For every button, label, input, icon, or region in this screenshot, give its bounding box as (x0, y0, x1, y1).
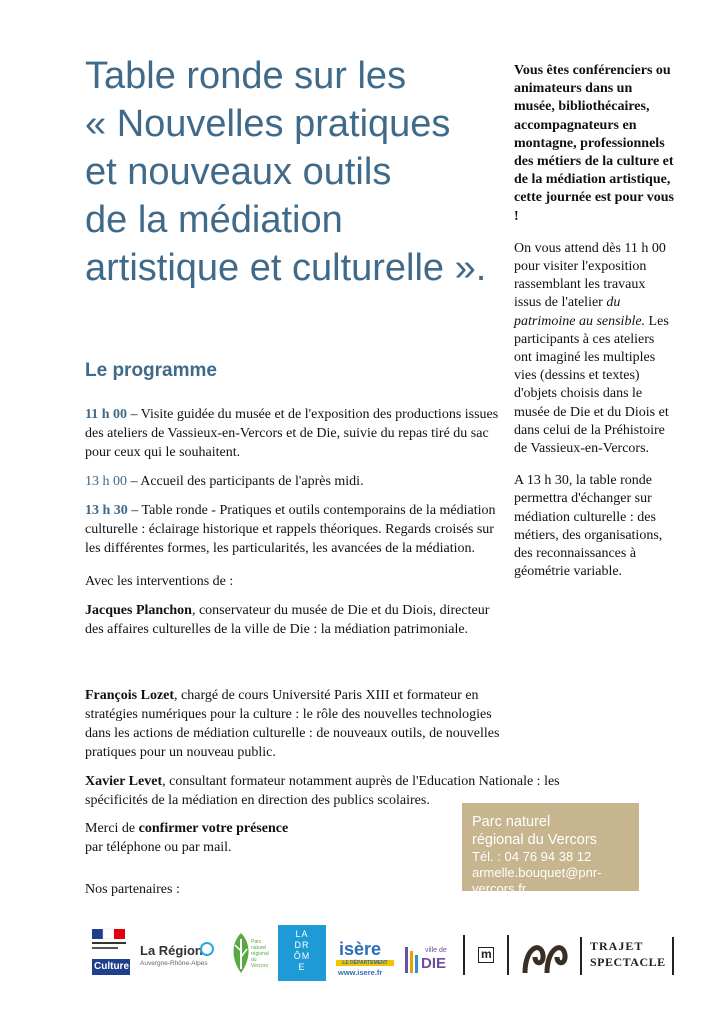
isere-url: www.isere.fr (338, 968, 383, 977)
contact-email[interactable]: armelle.bouquet@pnr-vercors.fr (472, 865, 602, 896)
confirm-bold: confirmer votre présence (138, 821, 289, 836)
m-logo (463, 925, 511, 981)
speaker-text: , chargé de cours Université Paris XIII et formateur en stratégies numériques pour la culture : le rôle des nouvelles technologies dans les actions de médiation culturelle : de nouveaux outils, de nouvelles pratiques pour un nouveau public. (85, 688, 500, 760)
title-line: « Nouvelles pratiques (85, 103, 451, 145)
region-subtitle: Auvergne-Rhône-Alpes (140, 960, 208, 967)
confirm-text: Merci de (85, 821, 139, 836)
m-text: m (481, 947, 492, 961)
interventions-intro: Avec les interventions de : (85, 574, 234, 589)
region-name: La Région (140, 943, 203, 958)
region-logo (140, 925, 225, 981)
schedule-item (85, 405, 505, 462)
isere-text: isère (339, 939, 382, 959)
die-stripes-icon (405, 947, 419, 973)
ville-die-logo (405, 925, 453, 981)
title-line: et nouveaux outils (85, 151, 392, 193)
partner-logos (85, 925, 680, 985)
contact-phone[interactable] (472, 849, 639, 865)
sidebar-paragraph: A 13 h 30, la table ronde permettra d'échanger sur médiation culturelle : des métiers, des organisations, des reconnaissances à géométrie variable. (514, 473, 663, 580)
schedule-item (85, 472, 505, 491)
speaker-entry (85, 686, 625, 762)
isere-dept: LE DÉPARTEMENT (336, 960, 394, 966)
title-line: de la médiation (85, 199, 343, 241)
schedule-time: 13 h 30 (85, 503, 128, 518)
parc-vercors-logo (225, 925, 269, 981)
programme-schedule (85, 405, 505, 649)
drome-text: LA DRÔME (293, 929, 311, 972)
speaker-entry (85, 601, 505, 639)
region-mark-icon (200, 942, 214, 956)
schedule-text: – Table ronde - Pratiques et outils contemporains de la médiation culturelle : éclairage historique et rappels théoriques. Regards croisés sur les différentes formes, les particularités, les avancées de la médiation. (85, 503, 496, 556)
speaker-name: Jacques Planchon (85, 603, 192, 618)
schedule-text: – Accueil des participants de l'après midi. (127, 474, 364, 489)
marianne-flag-icon (90, 925, 130, 981)
speaker-text: , conservateur du musée de Die et du Diois, directeur des affaires culturelles de la ville de Die : la médiation patrimoniale. (85, 603, 490, 637)
spectacle-text: SPECTACLE (590, 955, 666, 969)
schedule-text: – Visite guidée du musée et de l'exposition des productions issues des ateliers de Vassieux-en-Vercors et de Die, suivie du repas tiré du sac pour ceux qui le souhaitent. (85, 407, 499, 460)
title-line: Table ronde sur les (85, 55, 407, 97)
contact-org: régional du Vercors (472, 832, 597, 848)
contact-box (462, 803, 639, 896)
trajet-spectacle-logo (580, 925, 675, 981)
phone-number: 04 76 94 38 12 (504, 849, 592, 864)
parc-text: Parc naturel régional du Vercors (251, 939, 269, 969)
culture-text: Culture (94, 961, 129, 972)
sidebar-paragraph (514, 240, 674, 458)
page-title (85, 52, 505, 292)
speaker-text: , consultant formateur notamment auprès de l'Education Nationale : les spécificités de la médiation en direction des publics scolaires. (85, 774, 560, 808)
ville-text: ville de (425, 947, 447, 954)
sidebar-intro: Vous êtes conférenciers ou animateurs dans un musée, bibliothécaires, accompagnateurs en montagne, professionnels des métiers de la culture et de la médiation artistique, cette journée est pour vous ! (514, 63, 674, 224)
speaker-name: Xavier Levet (85, 774, 163, 789)
programme-heading: Le programme (85, 360, 217, 381)
isere-logo (336, 925, 396, 981)
sidebar-text: On vous attend dès 11 h 00 pour visiter l'exposition rassemblant les travaux issus de l'atelier (514, 240, 666, 311)
phone-label: Tél. : (472, 849, 505, 864)
sidebar-text: Les participants à ces ateliers ont imaginé les multiples vies (dessins et textes) d'objets choisis dans le musée de Die et du Diois et dans celui de la Préhistoire de Vassieux-en-Vercors. (514, 313, 669, 457)
ammonite-icon (521, 937, 569, 977)
sidebar-column (514, 62, 674, 595)
die-text: DIE (421, 955, 447, 972)
speaker-name: François Lozet (85, 688, 175, 703)
sidebar-italic: du patrimoine au sensible. (514, 295, 646, 329)
schedule-time: 11 h 00 (85, 407, 128, 422)
contact-org: Parc naturel (472, 814, 551, 830)
drome-logo (278, 925, 326, 981)
culture-logo (90, 925, 130, 981)
trajet-text: TRAJET (590, 939, 644, 953)
ammonite-logo (521, 925, 571, 981)
schedule-time: 13 h 00 (85, 474, 127, 489)
partners-label: Nos partenaires : (85, 882, 180, 897)
title-line: artistique et culturelle ». (85, 247, 487, 289)
confirm-text: par téléphone ou par mail. (85, 840, 232, 855)
schedule-item (85, 501, 505, 558)
confirm-note (85, 819, 445, 857)
